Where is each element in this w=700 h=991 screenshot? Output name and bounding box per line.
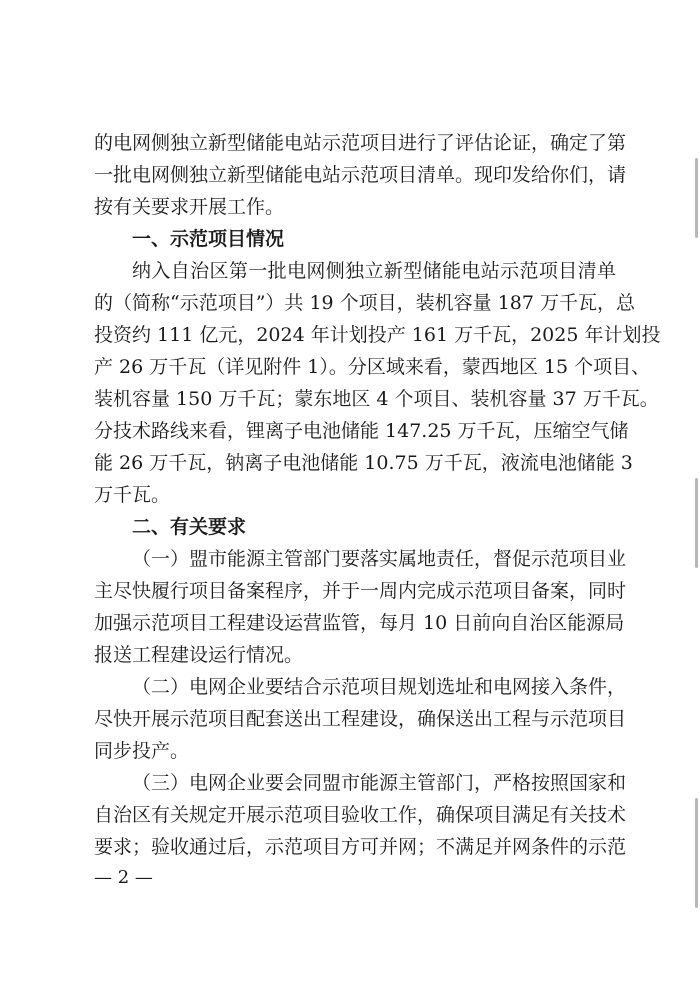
text-line: 一批电网侧独立新型储能电站示范项目清单。现印发给你们，请 [94, 164, 627, 186]
text-line: 的电网侧独立新型储能电站示范项目进行了评估论证，确定了第 [94, 132, 627, 154]
text-line: （三）电网企业要会同盟市能源主管部门，严格按照国家和 [132, 772, 627, 794]
text-line: 纳入自治区第一批电网侧独立新型储能电站示范项目清单 [132, 260, 616, 282]
text-line: 投资约 111 亿元，2024 年计划投产 161 万千瓦，2025 年计划投 [94, 324, 661, 346]
page-number: — 2 — [94, 867, 153, 888]
text-line: 的（简称“示范项目”）共 19 个项目，装机容量 187 万千瓦，总 [94, 292, 636, 314]
demo-projects-paragraph [94, 255, 661, 511]
requirement-3-paragraph [94, 767, 627, 863]
intro-paragraph [94, 127, 627, 223]
scrollbar-thumb[interactable] [695, 478, 698, 568]
section-heading-demo-projects: 一、示范项目情况 [132, 228, 285, 250]
document-body [94, 127, 661, 863]
text-line: 同步投产。 [94, 740, 190, 762]
section-heading-requirements: 二、有关要求 [132, 516, 247, 538]
requirement-2-paragraph [94, 671, 627, 767]
requirement-1-paragraph [94, 543, 627, 671]
text-line: 要求；验收通过后，示范项目方可并网；不满足并网条件的示范 [94, 836, 627, 858]
text-line: 尽快开展示范项目配套送出工程建设，确保送出工程与示范项目 [94, 708, 627, 730]
text-line: 能 26 万千瓦，钠离子电池储能 10.75 万千瓦，液流电池储能 3 [94, 452, 633, 474]
text-line: 万千瓦。 [94, 484, 171, 506]
scrollbar-thumb[interactable] [695, 158, 698, 238]
text-line: 主尽快履行项目备案程序，并于一周内完成示范项目备案，同时 [94, 580, 627, 602]
text-line: 产 26 万千瓦（详见附件 1）。分区域来看，蒙西地区 15 个项目、 [94, 356, 651, 378]
scrollbar-thumb[interactable] [695, 798, 698, 908]
text-line: 装机容量 150 万千瓦；蒙东地区 4 个项目、装机容量 37 万千瓦。 [94, 388, 659, 410]
text-line: 加强示范项目工程建设运营监管，每月 10 日前向自治区能源局 [94, 612, 625, 634]
scrollbar[interactable] [694, 0, 700, 991]
text-line: 报送工程建设运行情况。 [94, 644, 304, 666]
text-line: 自治区有关规定开展示范项目验收工作，确保项目满足有关技术 [94, 804, 627, 826]
text-line: 按有关要求开展工作。 [94, 196, 285, 218]
text-line: （二）电网企业要结合示范项目规划选址和电网接入条件， [132, 676, 627, 698]
text-line: 分技术路线来看，锂离子电池储能 147.25 万千瓦，压缩空气储 [94, 420, 629, 442]
text-line: （一）盟市能源主管部门要落实属地责任，督促示范项目业 [132, 548, 627, 570]
